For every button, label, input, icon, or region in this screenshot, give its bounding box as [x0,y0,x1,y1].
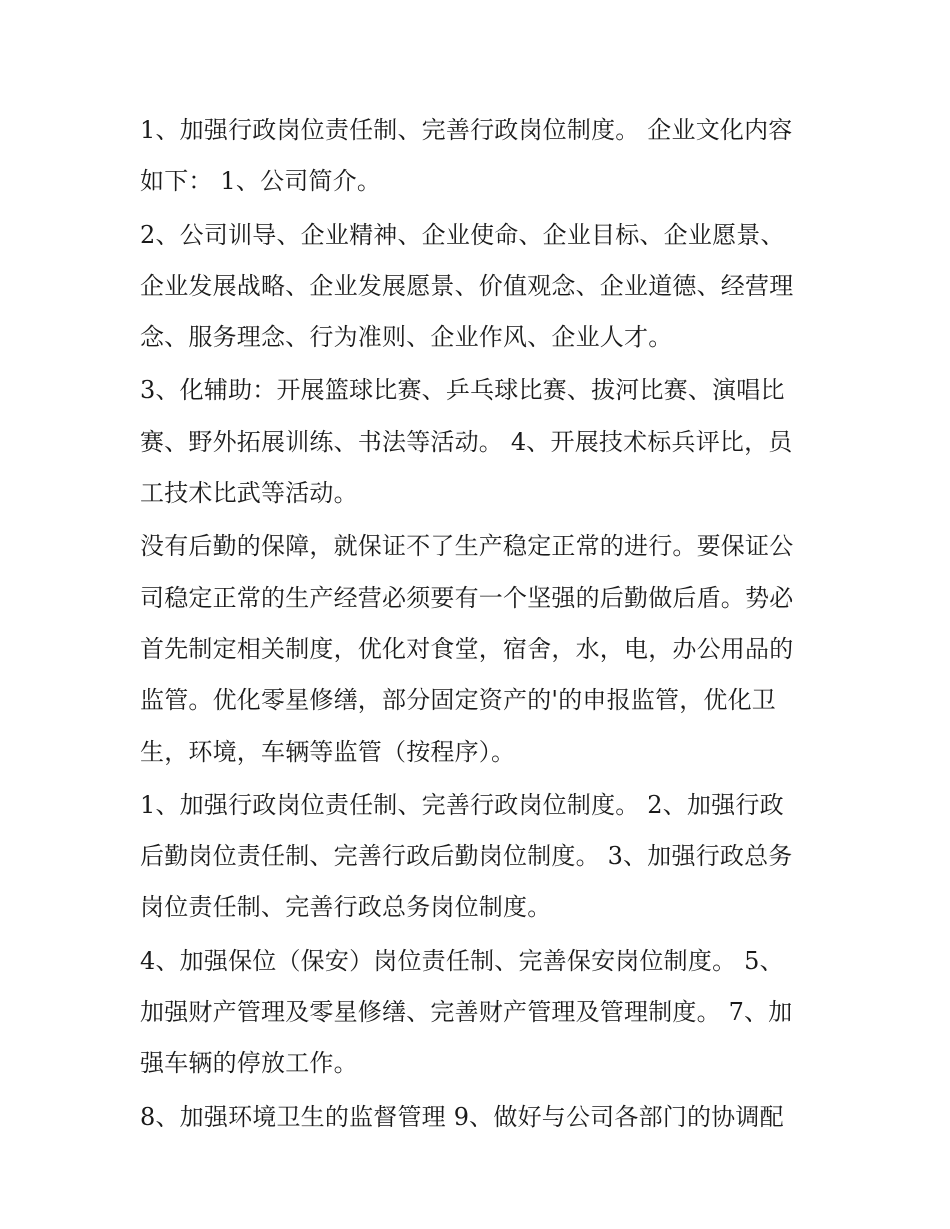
paragraph-3 [140,365,820,519]
text-line: 生，环境，车辆等监管（按程序）。 [140,737,516,766]
text-line: 1、加强行政岗位责任制、完善行政岗位制度。 2、加强行政 [140,790,784,819]
text-line: 首先制定相关制度，优化对食堂，宿舍，水，电，办公用品的 [140,634,794,663]
text-line: 司稳定正常的生产经营必须要有一个坚强的后勤做后盾。势必 [140,583,794,612]
text-line: 没有后勤的保障，就保证不了生产稳定正常的进行。要保证公 [140,532,794,561]
text-line: 加强财产管理及零星修缮、完善财产管理及管理制度。 7、加 [140,998,793,1027]
document-body [140,105,820,1145]
paragraph-6 [140,936,820,1090]
text-line: 强车辆的停放工作。 [140,1049,358,1078]
text-line: 1、加强行政岗位责任制、完善行政岗位制度。 企业文化内容 [140,116,793,144]
paragraph-4 [140,521,820,777]
paragraph-2 [140,210,820,364]
text-line: 8、加强环境卫生的监督管理 9、做好与公司各部门的协调配 [140,1102,784,1131]
text-line: 3、化辅助：开展篮球比赛、乒乓球比赛、拔河比赛、演唱比 [140,376,785,405]
text-line: 工技术比武等活动。 [140,479,358,508]
text-line: 企业发展战略、企业发展愿景、价值观念、企业道德、经营理 [140,271,794,300]
paragraph-1 [140,105,820,208]
text-line: 4、加强保位（保安）岗位责任制、完善保安岗位制度。 5、 [140,946,784,975]
text-line: 岗位责任制、完善行政总务岗位制度。 [140,893,552,922]
paragraph-5 [140,780,820,934]
text-line: 监管。优化零星修缮，部分固定资产的'的申报监管，优化卫 [140,686,776,715]
paragraph-7 [140,1092,820,1143]
text-line: 2、公司训导、企业精神、企业使命、企业目标、企业愿景、 [140,220,785,249]
text-line: 如下： 1、公司简介。 [140,167,382,196]
text-line: 赛、野外拓展训练、书法等活动。 4、开展技术标兵评比，员 [140,427,793,456]
text-line: 念、服务理念、行为准则、企业作风、企业人才。 [140,323,673,352]
text-line: 后勤岗位责任制、完善行政后勤岗位制度。 3、加强行政总务 [140,842,793,871]
